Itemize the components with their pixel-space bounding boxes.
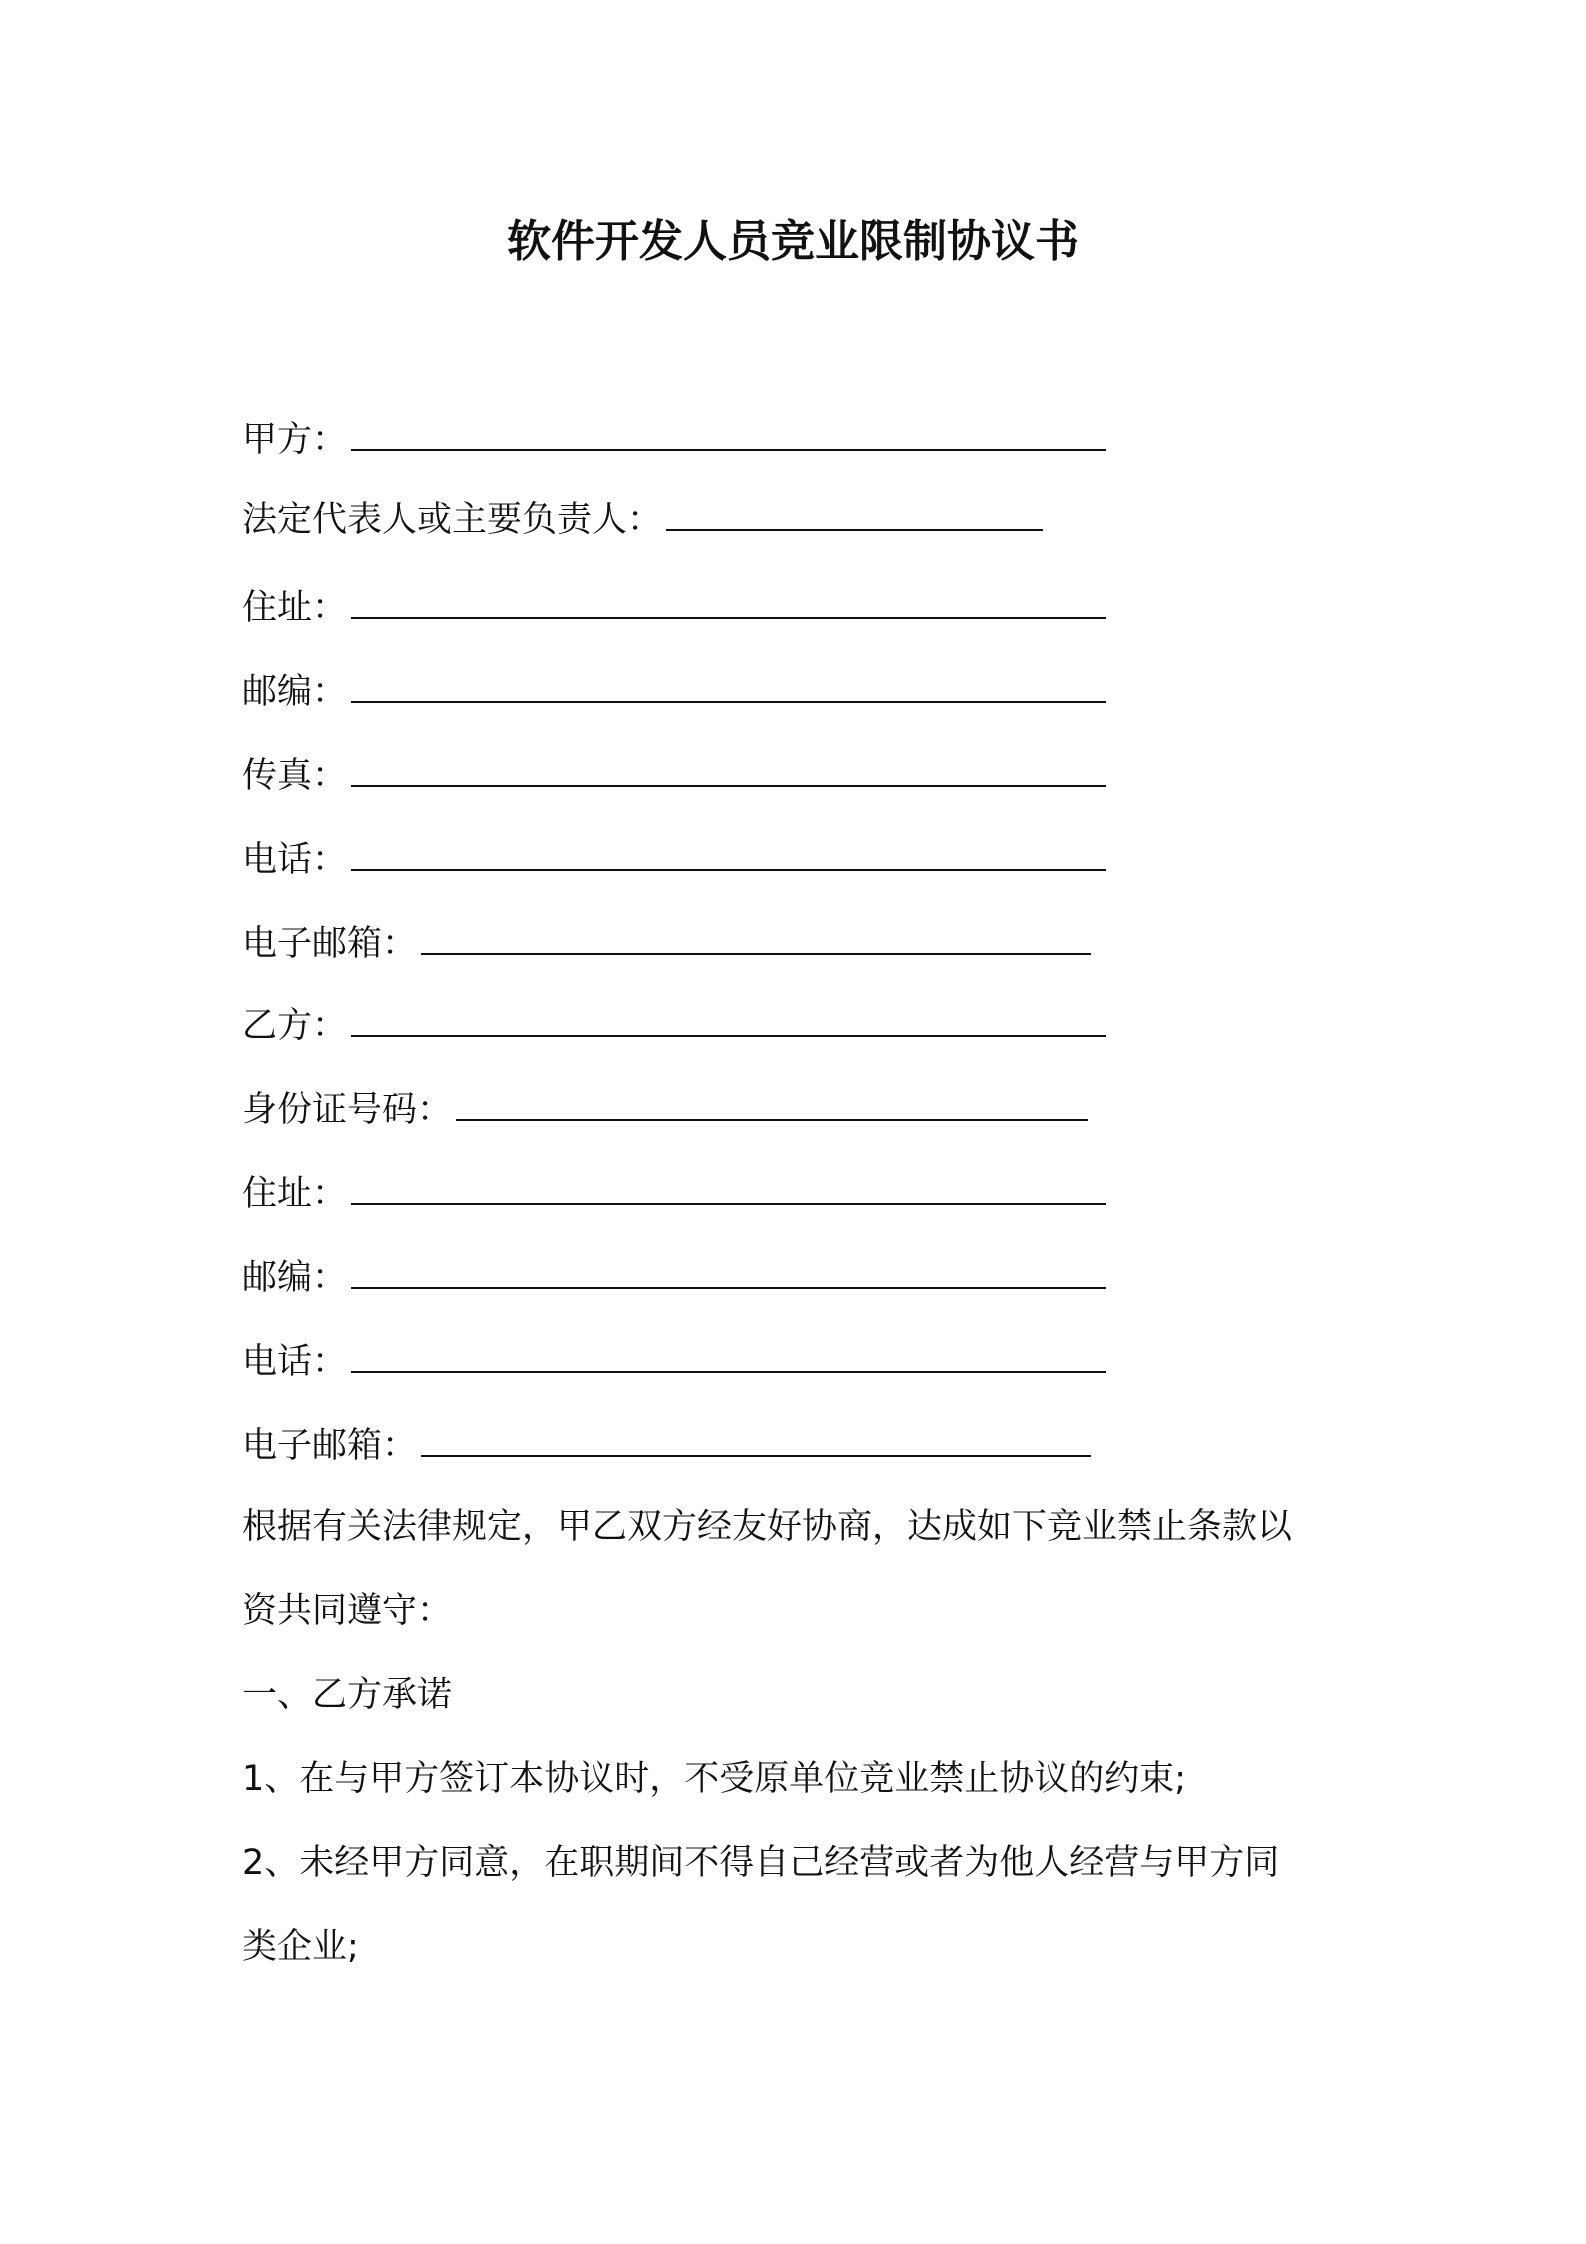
- party-a-phone-label: 电话：: [242, 840, 348, 880]
- party-a-address-field: [242, 583, 1106, 633]
- party-a-name-blank[interactable]: [351, 419, 1106, 451]
- party-a-email-label: 电子邮箱：: [242, 924, 418, 964]
- party-b-name-label: 乙方：: [242, 1006, 348, 1046]
- party-a-postcode-field: [242, 667, 1106, 717]
- document-title: 软件开发人员竞业限制协议书: [507, 216, 1079, 267]
- party-b-phone-field: [242, 1337, 1106, 1387]
- party-a-fax-blank[interactable]: [351, 755, 1106, 787]
- party-b-phone-label: 电话：: [242, 1342, 348, 1382]
- party-b-postcode-blank[interactable]: [351, 1257, 1106, 1289]
- party-b-phone-blank[interactable]: [351, 1341, 1106, 1373]
- party-a-name-label: 甲方：: [242, 420, 348, 460]
- party-b-address-blank[interactable]: [351, 1173, 1106, 1205]
- party-b-name-blank[interactable]: [351, 1005, 1106, 1037]
- party-b-email-blank[interactable]: [421, 1425, 1091, 1457]
- party-a-name-field: [242, 415, 1106, 465]
- party-b-id-blank[interactable]: [456, 1089, 1088, 1121]
- party-a-representative-blank[interactable]: [666, 499, 1043, 531]
- party-b-id-field: [242, 1085, 1088, 1135]
- clause-2-line-2: 类企业;: [242, 1927, 359, 1967]
- party-a-address-label: 住址：: [242, 588, 348, 628]
- party-b-address-field: [242, 1169, 1106, 1219]
- party-b-name-field: [242, 1001, 1106, 1051]
- clause-1: 1、在与甲方签订本协议时，不受原单位竞业禁止协议的约束;: [242, 1759, 1187, 1799]
- party-b-address-label: 住址：: [242, 1174, 348, 1214]
- party-b-email-label: 电子邮箱：: [242, 1426, 418, 1466]
- party-a-representative-field: [242, 495, 1043, 545]
- intro-paragraph-line-2: 资共同遵守：: [242, 1591, 453, 1631]
- party-a-email-blank[interactable]: [421, 923, 1091, 955]
- party-a-fax-label: 传真：: [242, 756, 348, 796]
- party-a-address-blank[interactable]: [351, 587, 1106, 619]
- section-1-heading: 一、乙方承诺: [242, 1675, 453, 1715]
- party-a-email-field: [242, 919, 1091, 969]
- party-b-email-field: [242, 1421, 1091, 1471]
- party-a-representative-label: 法定代表人或主要负责人：: [242, 500, 663, 540]
- party-a-phone-field: [242, 835, 1106, 885]
- intro-paragraph-line-1: 根据有关法律规定，甲乙双方经友好协商，达成如下竞业禁止条款以: [242, 1507, 1293, 1547]
- party-b-postcode-field: [242, 1253, 1106, 1303]
- party-b-id-label: 身份证号码：: [242, 1090, 453, 1130]
- party-b-postcode-label: 邮编：: [242, 1258, 348, 1298]
- party-a-postcode-label: 邮编：: [242, 672, 348, 712]
- party-a-postcode-blank[interactable]: [351, 671, 1106, 703]
- party-a-phone-blank[interactable]: [351, 839, 1106, 871]
- party-a-fax-field: [242, 751, 1106, 801]
- clause-2-line-1: 2、未经甲方同意，在职期间不得自己经营或者为他人经营与甲方同: [242, 1843, 1280, 1883]
